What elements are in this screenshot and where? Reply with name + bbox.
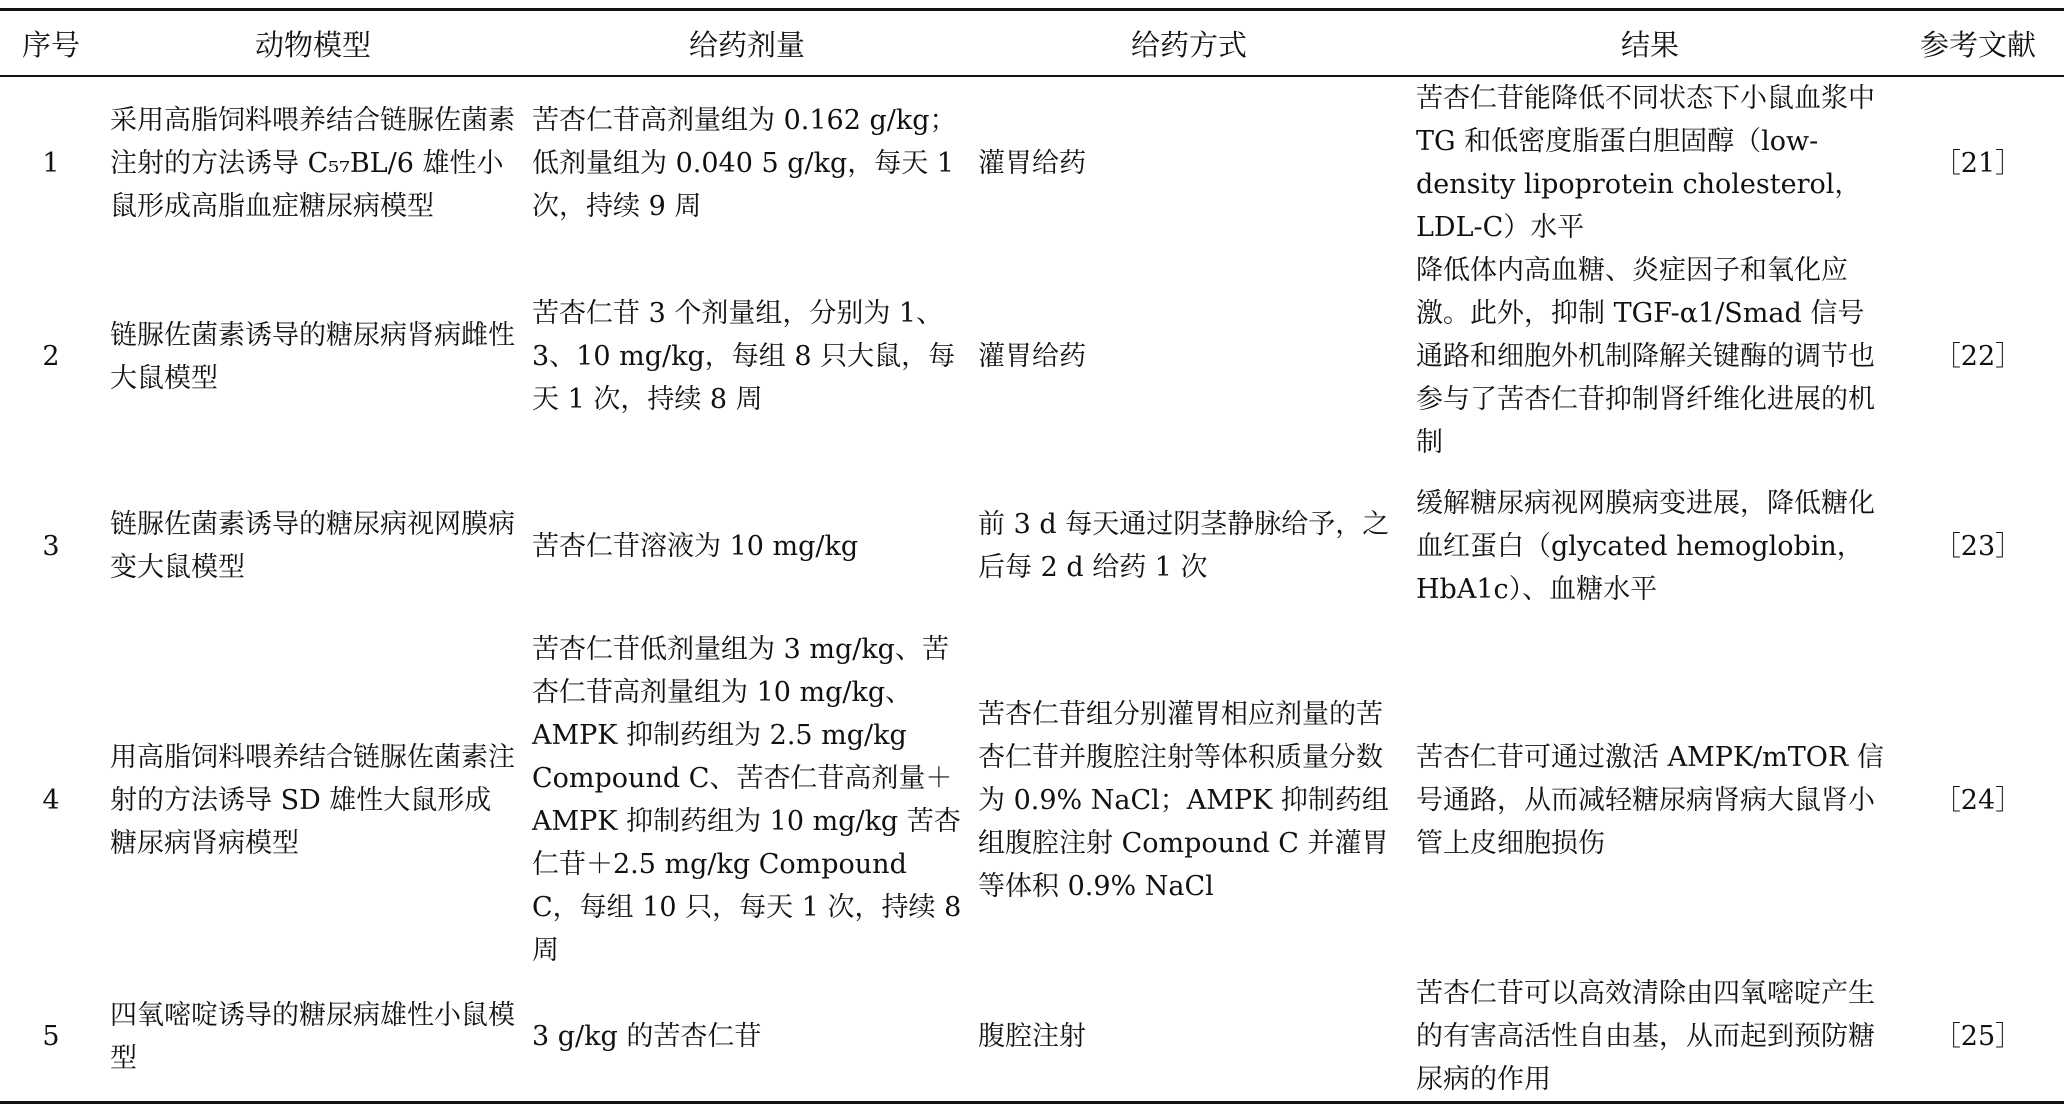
cell-reference: ［22］: [1933, 341, 2023, 372]
cell-number: 2: [42, 341, 60, 372]
cell-dose: 3 g/kg 的苦杏仁苷: [524, 972, 970, 1103]
cell-number: 3: [42, 530, 60, 562]
table-row: [0, 464, 2064, 628]
cell-animal-model: 四氧嘧啶诱导的糖尿病雄性小鼠模型: [102, 972, 524, 1103]
cell-result: 缓解糖尿病视网膜病变进展，降低糖化血红蛋白（glycated hemoglobin，HbA1c）、血糖水平: [1416, 487, 1875, 605]
cell-route: 灌胃给药: [978, 341, 1086, 372]
cell-reference: ［21］: [1933, 147, 2023, 179]
cell-route: 苦杏仁苷组分别灌胃相应剂量的苦杏仁苷并腹腔注射等体积质量分数为 0.9% NaCl；AMPK 抑制药组组腹腔注射 Compound C 并灌胃等体积 0.9% NaCl: [978, 698, 1389, 902]
cell-animal-model: 用高脂饲料喂养结合链脲佐菌素注射的方法诱导 SD 雄性大鼠形成糖尿病肾病模型: [110, 741, 515, 859]
cell-result: 苦杏仁苷可以高效清除由四氧嘧啶产生的有害高活性自由基，从而起到预防糖尿病的作用: [1408, 972, 1892, 1103]
study-table: [0, 8, 2064, 1104]
table-row: [0, 249, 2064, 464]
header-route: 给药方式: [970, 10, 1408, 77]
cell-animal-model: 采用高脂饲料喂养结合链脲佐菌素注射的方法诱导 C₅₇BL/6 雄性小鼠形成高脂血症糖尿病模型: [110, 104, 515, 222]
table-row: [0, 972, 2064, 1103]
cell-dose: 苦杏仁苷低剂量组为 3 mg/kg、苦杏仁苷高剂量组为 10 mg/kg、AMPK 抑制药组为 2.5 mg/kg Compound C、苦杏仁苷高剂量＋AMPK 抑制药组为 10 mg/kg 苦杏仁苷＋2.5 mg/kg Compound C，每组 10 只，每天 1 次，持续 8 周: [532, 634, 962, 966]
cell-route: 前 3 d 每天通过阴茎静脉给予，之后每 2 d 给药 1 次: [978, 509, 1390, 583]
table-row: [0, 628, 2064, 972]
header-animal-model: 动物模型: [102, 10, 524, 77]
cell-number: 4: [42, 784, 60, 816]
cell-result: 降低体内高血糖、炎症因子和氧化应激。此外，抑制 TGF-α1/Smad 信号通路和细胞外机制降解关键酶的调节也参与了苦杏仁苷抑制肾纤维化进展的机制: [1416, 255, 1875, 458]
cell-reference: ［24］: [1933, 784, 2023, 816]
header-reference: 参考文献: [1892, 10, 2064, 77]
header-result: 结果: [1408, 10, 1892, 77]
cell-result: 苦杏仁苷可通过激活 AMPK/mTOR 信号通路，从而减轻糖尿病肾病大鼠肾小管上皮细胞损伤: [1416, 741, 1884, 859]
header-row: [0, 10, 2064, 77]
cell-number: 1: [42, 147, 60, 179]
cell-dose: 苦杏仁苷 3 个剂量组，分别为 1、3、10 mg/kg，每组 8 只大鼠，每天 1 次，持续 8 周: [532, 298, 956, 415]
table-body: [0, 76, 2064, 1103]
table-row: [0, 76, 2064, 249]
cell-animal-model: 链脲佐菌素诱导的糖尿病视网膜病变大鼠模型: [110, 509, 515, 583]
table-header: [0, 10, 2064, 77]
header-dose: 给药剂量: [524, 10, 970, 77]
cell-reference: ［25］: [1892, 972, 2064, 1103]
header-number: 序号: [0, 10, 102, 77]
cell-number: 5: [0, 972, 102, 1103]
cell-animal-model: 链脲佐菌素诱导的糖尿病肾病雌性大鼠模型: [110, 319, 515, 394]
cell-route: 腹腔注射: [970, 972, 1408, 1103]
cell-dose: 苦杏仁苷高剂量组为 0.162 g/kg；低剂量组为 0.040 5 g/kg，每天 1 次，持续 9 周: [532, 104, 957, 222]
cell-dose: 苦杏仁苷溶液为 10 mg/kg: [532, 530, 859, 562]
cell-result: 苦杏仁苷能降低不同状态下小鼠血浆中 TG 和低密度脂蛋白胆固醇（low-density lipoprotein cholesterol，LDL-C）水平: [1416, 83, 1875, 243]
cell-route: 灌胃给药: [978, 147, 1086, 179]
cell-reference: ［23］: [1933, 530, 2023, 562]
